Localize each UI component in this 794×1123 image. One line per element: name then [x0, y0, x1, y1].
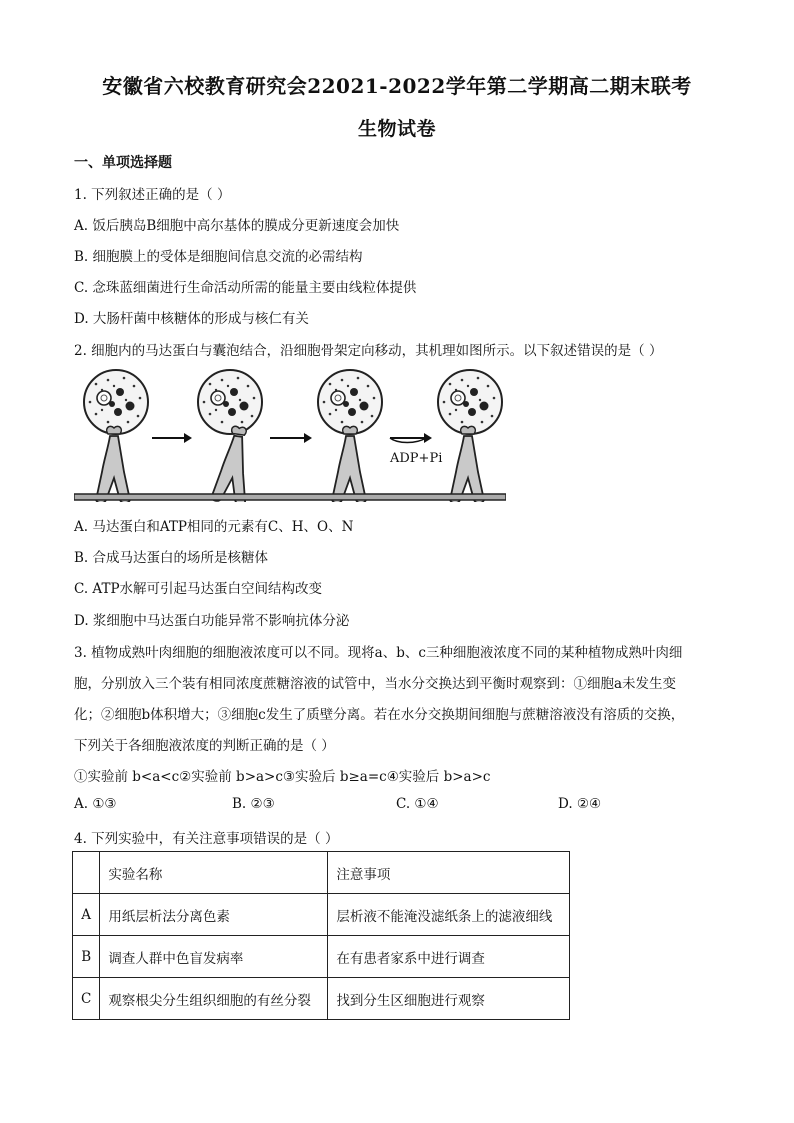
q2-option-d: D. 浆细胞中马达蛋白功能异常不影响抗体分泌: [74, 613, 350, 629]
arrow-right-icon: [270, 433, 312, 443]
table-row: [73, 936, 570, 978]
motor-protein-figure: [74, 366, 506, 502]
q1-option-c: C. 念珠蓝细菌进行生命活动所需的能量主要由线粒体提供: [74, 280, 417, 296]
page-title: 安徽省六校教育研究会22021-2022学年第二学期高二期末联考: [102, 74, 692, 98]
vesicle-icon: [318, 370, 382, 434]
table-cell: 观察根尖分生组织细胞的有丝分裂: [100, 978, 328, 1020]
experiment-table: [72, 851, 570, 1020]
q1-option-d: D. 大肠杆菌中核糖体的形成与核仁有关: [74, 311, 309, 327]
q1-option-a: A. 饭后胰岛B细胞中高尔基体的膜成分更新速度会加快: [74, 218, 400, 234]
q3-line-3: 化；②细胞b体积增大；③细胞c发生了质壁分离。若在水分交换期间细胞与蔗糖溶液没有溶质的交换，: [74, 707, 685, 723]
q3-option-a: A. ①③: [74, 796, 117, 812]
table-header-cell: 实验名称: [100, 852, 328, 894]
q4-stem: 4. 下列实验中，有关注意事项错误的是（ ）: [74, 831, 339, 847]
vesicle-icon: [198, 370, 262, 434]
arrow-right-icon: [152, 433, 192, 443]
q3-line-1: 3. 植物成熟叶肉细胞的细胞液浓度可以不同。现将a、b、c三种细胞液浓度不同的某种植物成熟叶肉细: [74, 645, 683, 661]
q3-option-d: D. ②④: [558, 796, 602, 812]
table-cell: B: [73, 936, 100, 978]
q3-statements: ①实验前 b<a<c②实验前 b>a>c③实验后 b≥a=c④实验后 b>a>c: [74, 769, 491, 785]
motor-protein-icon: [450, 426, 484, 502]
q2-option-a: A. 马达蛋白和ATP相同的元素有C、H、O、N: [74, 519, 354, 535]
arrow-right-icon: [390, 433, 432, 443]
table-cell: 层析液不能淹没滤纸条上的滤液细线: [328, 894, 570, 936]
table-cell: 调查人群中色盲发病率: [100, 936, 328, 978]
table-cell: 用纸层析法分离色素: [100, 894, 328, 936]
q1-stem: 1. 下列叙述正确的是（ ）: [74, 187, 231, 203]
table-cell: 找到分生区细胞进行观察: [328, 978, 570, 1020]
table-cell: 在有患者家系中进行调查: [328, 936, 570, 978]
motor-protein-icon: [211, 424, 255, 502]
table-header-cell: [73, 852, 100, 894]
motor-protein-icon: [96, 426, 130, 502]
vesicle-icon: [84, 370, 148, 434]
q3-line-2: 胞，分别放入三个装有相同浓度蔗糖溶液的试管中，当水分交换达到平衡时观察到：①细胞a未发生变: [74, 676, 677, 692]
q3-line-4: 下列关于各细胞液浓度的判断正确的是（ ）: [74, 738, 335, 754]
page-subtitle: 生物试卷: [357, 118, 436, 140]
motor-protein-diagram: [74, 366, 506, 502]
table-header-cell: 注意事项: [328, 852, 570, 894]
q2-option-b: B. 合成马达蛋白的场所是核糖体: [74, 550, 269, 566]
table-cell: C: [73, 978, 100, 1020]
adp-pi-label: ADP+Pi: [390, 451, 443, 466]
vesicle-icon: [438, 370, 502, 434]
motor-protein-icon: [332, 426, 366, 502]
q2-stem: 2. 细胞内的马达蛋白与囊泡结合，沿细胞骨架定向移动，其机理如图所示。以下叙述错误的是（ ）: [74, 343, 663, 359]
table-row: [73, 894, 570, 936]
table-row: [73, 978, 570, 1020]
table-cell: A: [73, 894, 100, 936]
q1-option-b: B. 细胞膜上的受体是细胞间信息交流的必需结构: [74, 249, 363, 265]
q3-option-b: B. ②③: [232, 796, 275, 812]
table-header-row: [73, 852, 570, 894]
cytoskeleton-track: [74, 494, 506, 500]
q3-option-c: C. ①④: [396, 796, 439, 812]
q2-option-c: C. ATP水解可引起马达蛋白空间结构改变: [74, 581, 323, 597]
section-heading: 一、单项选择题: [74, 155, 172, 171]
